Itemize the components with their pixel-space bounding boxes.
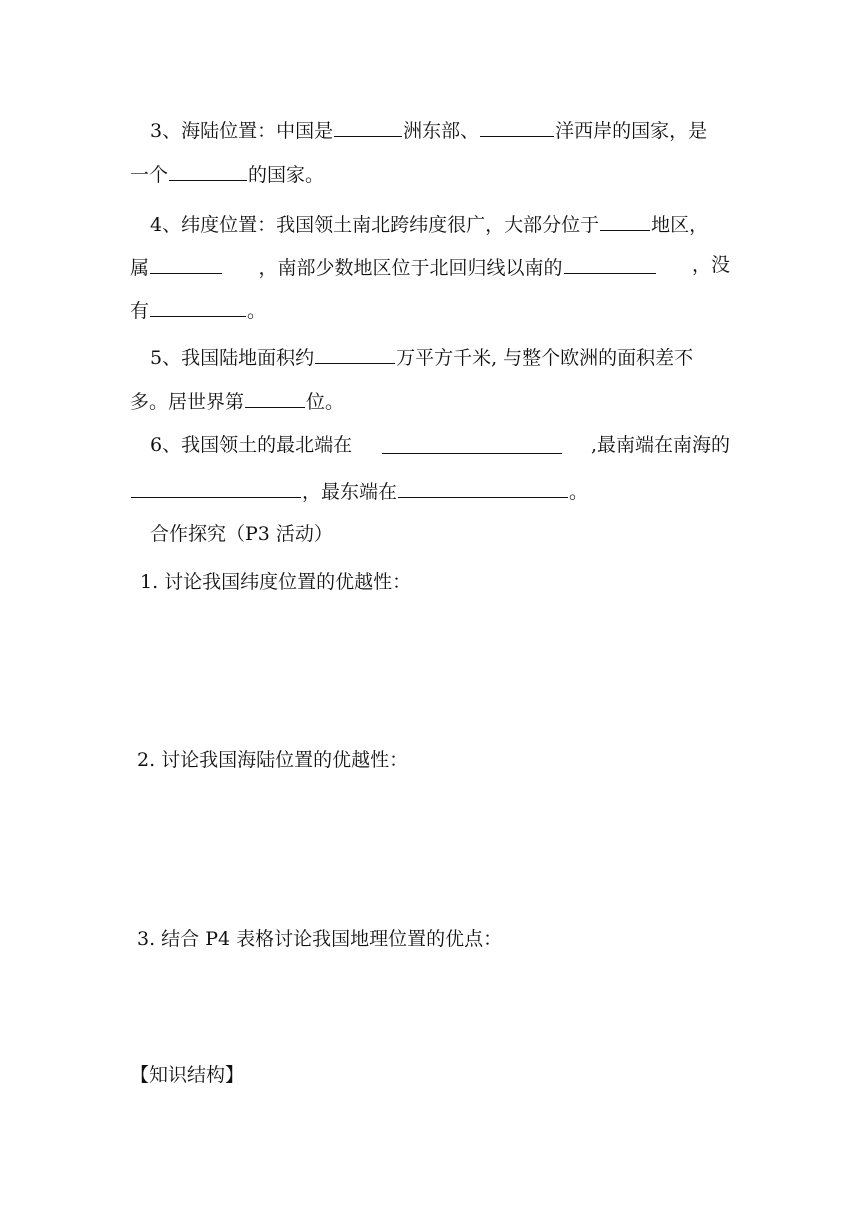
q3-blank-type[interactable] (169, 160, 247, 181)
q5-blank-rank[interactable] (245, 387, 305, 408)
q3-text: 洲东部、 (403, 120, 480, 142)
q5-text: 多。居世界第 (130, 391, 245, 413)
q4-blank-zone[interactable] (600, 210, 650, 231)
q4-text: ，没 (691, 254, 730, 276)
q3-line-1 (150, 116, 730, 143)
q4-text: 属 (130, 257, 150, 279)
q3-line-2 (130, 160, 324, 187)
q5-text: 5、我国陆地面积约 (150, 347, 315, 369)
section-cooperate-heading: 合作探究（P3 活动） (150, 523, 333, 545)
q3-blank-continent[interactable] (334, 116, 402, 137)
q5-text: 位。 (306, 391, 345, 413)
q6-blank-south[interactable] (131, 477, 301, 498)
q4-blank-belt[interactable] (150, 253, 222, 274)
q6-line-1 (150, 433, 730, 457)
q4-text: 有 (130, 300, 150, 322)
q4-text: ，南部少数地区位于北回归线以南的 (258, 257, 563, 279)
q3-text: 的国家。 (248, 164, 325, 186)
q6-text: 。 (569, 481, 589, 503)
q3-text: 洋西岸的国家，是 (555, 120, 708, 142)
q3-text: 3、海陆位置：中国是 (150, 120, 334, 142)
q5-blank-area[interactable] (315, 343, 395, 364)
q4-line-3 (130, 296, 266, 323)
q4-blank-south-zone[interactable] (564, 253, 656, 274)
discuss-item-3: 3. 结合 P4 表格讨论我国地理位置的优点： (137, 928, 503, 950)
q6-text: 6、我国领土的最北端在 (150, 434, 353, 456)
q5-line-1 (150, 343, 693, 370)
q6-text: ,最南端在南海的 (590, 434, 730, 456)
q5-text: 万平方千米, 与整个欧洲的面积差不 (396, 347, 694, 369)
q5-line-2 (130, 387, 344, 414)
q4-text: 4、纬度位置：我国领土南北跨纬度很广，大部分位于 (150, 214, 600, 236)
q6-line-2 (130, 477, 588, 504)
q4-line-2 (130, 253, 730, 280)
q4-blank-none[interactable] (150, 296, 246, 317)
q3-text: 一个 (130, 164, 169, 186)
q3-blank-ocean[interactable] (480, 116, 554, 137)
q4-text: 地区， (651, 214, 709, 236)
discuss-item-1: 1. 讨论我国纬度位置的优越性： (140, 571, 412, 593)
q4-text: 。 (247, 300, 267, 322)
q4-line-1 (150, 210, 708, 237)
discuss-item-2: 2. 讨论我国海陆位置的优越性： (137, 749, 409, 771)
q6-text: ，最东端在 (302, 481, 398, 503)
q6-blank-north[interactable] (382, 433, 562, 454)
q6-blank-east[interactable] (398, 477, 568, 498)
knowledge-structure-heading: 【知识结构】 (130, 1064, 245, 1086)
